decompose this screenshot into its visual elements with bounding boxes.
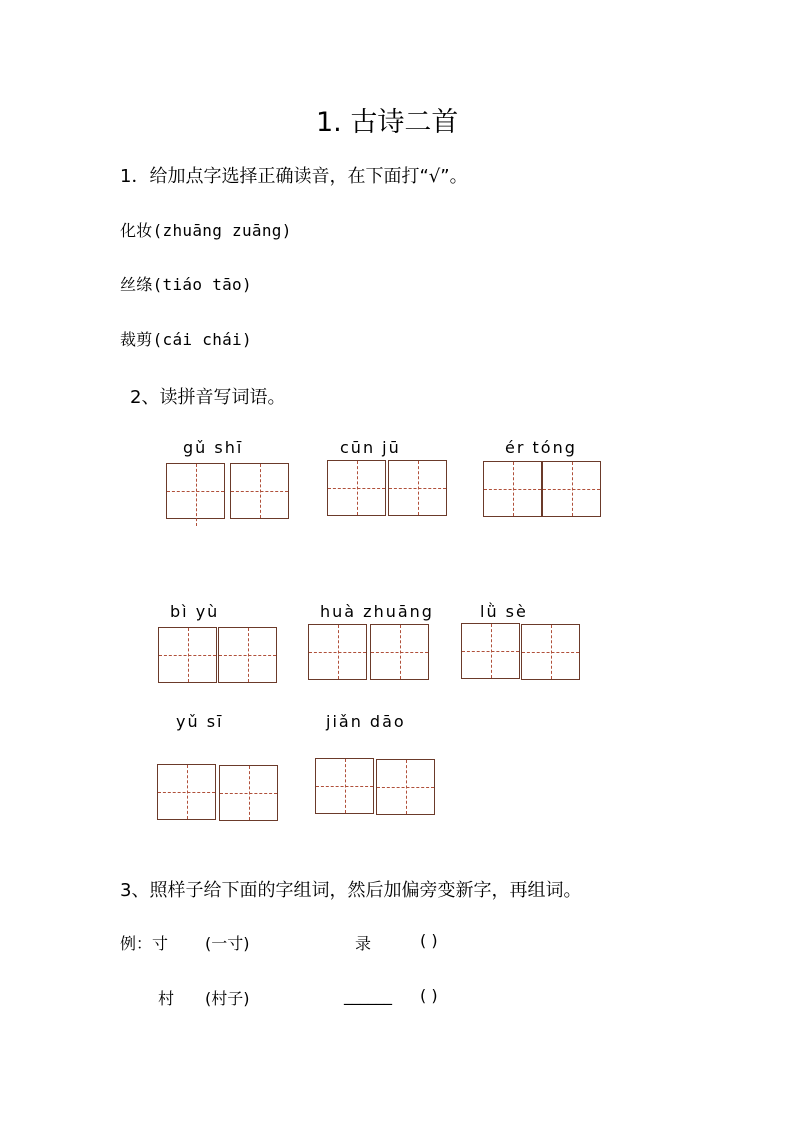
question-1-heading: 1．给加点字选择正确读音，在下面打“√”。 [120, 166, 468, 187]
answer-paren[interactable]: ( ) [420, 931, 438, 950]
writing-box[interactable] [157, 764, 216, 820]
writing-box[interactable] [327, 460, 386, 516]
pinyin-label: huà zhuāng [320, 602, 434, 621]
question-1-item: 化妆(zhuāng zuāng) [120, 221, 292, 240]
question-2-heading: 2、读拼音写词语。 [130, 387, 286, 408]
pinyin-label: ér tóng [505, 438, 577, 457]
writing-box[interactable] [370, 624, 429, 680]
pinyin-label: jiǎn dāo [326, 712, 406, 731]
writing-box[interactable] [308, 624, 367, 680]
writing-box[interactable] [230, 463, 289, 519]
writing-box[interactable] [166, 463, 225, 519]
example-label: 例：寸 [120, 934, 169, 953]
writing-box[interactable] [388, 460, 447, 516]
writing-box[interactable] [461, 623, 520, 679]
writing-box[interactable] [376, 759, 435, 815]
example-word: (村子) [205, 989, 250, 1008]
writing-box[interactable] [315, 758, 374, 814]
answer-paren[interactable]: ( ) [420, 986, 438, 1005]
example-word: (一寸) [205, 934, 250, 953]
writing-box[interactable] [542, 461, 601, 517]
page-title: 1. 古诗二首 [316, 107, 459, 138]
pinyin-label: yǔ sī [176, 712, 224, 731]
target-character: 录 [355, 934, 372, 953]
question-1-item: 裁剪(cái chái) [120, 330, 252, 349]
pinyin-label: bì yù [170, 602, 220, 621]
answer-blank[interactable]: ______ [344, 986, 392, 1005]
pinyin-label: lǜ sè [480, 602, 528, 621]
question-3-heading: 3、照样子给下面的字组词，然后加偏旁变新字，再组词。 [120, 880, 582, 901]
writing-box[interactable] [158, 627, 217, 683]
writing-box[interactable] [483, 461, 542, 517]
writing-box[interactable] [521, 624, 580, 680]
example-character: 村 [158, 989, 175, 1008]
pinyin-label: gǔ shī [183, 438, 244, 457]
writing-box[interactable] [219, 765, 278, 821]
writing-box[interactable] [218, 627, 277, 683]
question-1-item: 丝绦(tiáo tāo) [120, 275, 252, 294]
pinyin-label: cūn jū [340, 438, 401, 457]
